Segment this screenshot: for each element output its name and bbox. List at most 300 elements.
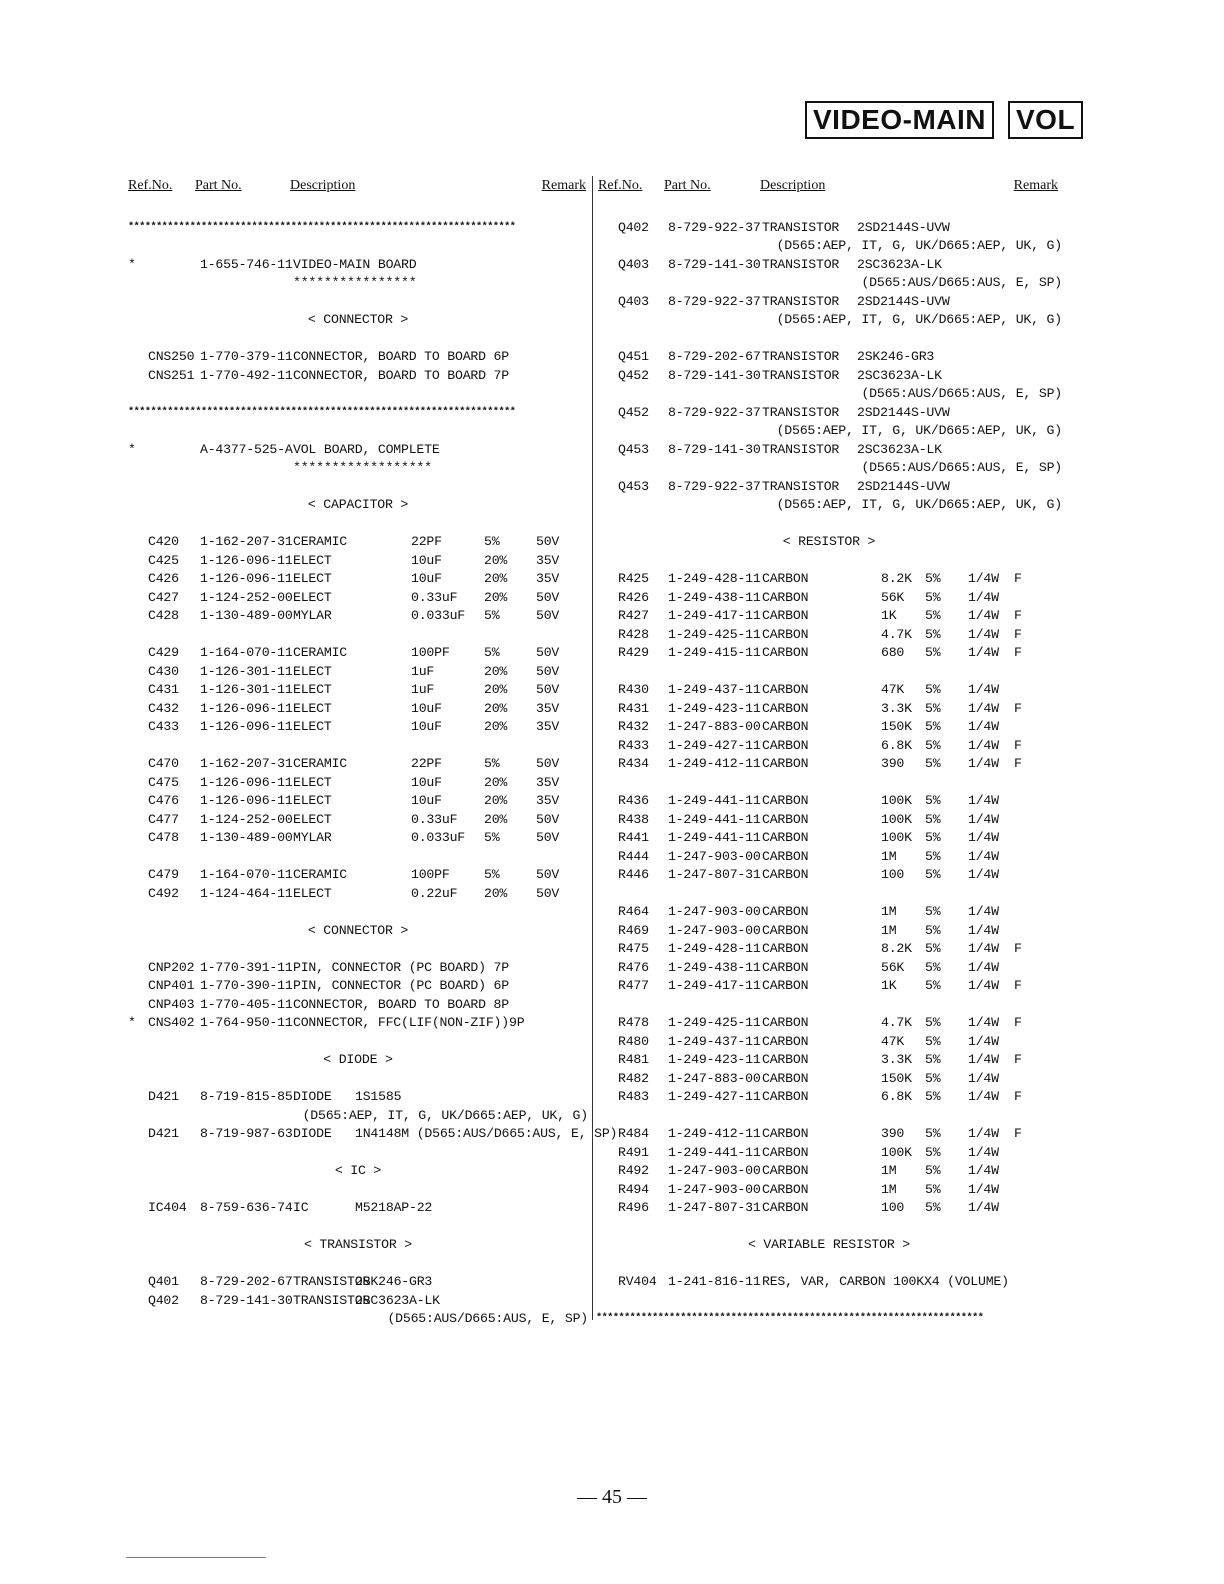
description: CERAMIC <box>293 534 347 549</box>
remark-text: (D565:AUS/D665:AUS, E, SP) <box>861 275 1062 290</box>
description: TRANSISTOR <box>762 367 840 383</box>
tolerance: 20% <box>484 571 508 586</box>
value: 10uF <box>411 700 442 716</box>
table-row <box>596 718 1062 737</box>
tolerance: 20% <box>484 811 508 827</box>
new-part-mark: * <box>128 441 136 457</box>
description: VIDEO-MAIN BOARD <box>293 256 417 272</box>
spacer <box>128 200 588 219</box>
ref-no: R431 <box>618 700 649 716</box>
ref-no: D421 <box>148 1126 179 1141</box>
ref-no: R494 <box>618 1181 649 1197</box>
table-row <box>596 607 1062 626</box>
tolerance: 5% <box>484 534 500 549</box>
tolerance: 20% <box>484 682 508 697</box>
part-no: 1-249-427-11 <box>668 737 761 753</box>
ref-no: C433 <box>148 719 179 734</box>
ref-no: R484 <box>618 1126 649 1141</box>
device-type: 2SC3623A-LK <box>857 441 942 457</box>
device-type: 2SK246-GR3 <box>355 1274 433 1289</box>
table-row <box>128 1014 588 1033</box>
part-no: 1-126-096-11 <box>200 700 293 716</box>
description: CARBON <box>762 589 809 605</box>
flag: F <box>1014 1089 1022 1104</box>
wattage: 1/4W <box>968 608 999 623</box>
ref-no: R434 <box>618 756 649 771</box>
table-row <box>128 774 588 793</box>
ref-no: Q403 <box>618 256 649 272</box>
table-row <box>128 589 588 608</box>
value: 3.3K <box>881 700 912 716</box>
device-type: 1S1585 <box>355 1089 402 1104</box>
wattage: 1/4W <box>968 1200 999 1215</box>
description: CARBON <box>762 682 809 697</box>
new-part-mark: * <box>128 1015 136 1030</box>
header-remark: Remark <box>1013 178 1058 193</box>
spacer <box>128 903 588 922</box>
device-type: 2SK246-GR3 <box>857 349 935 364</box>
tolerance: 5% <box>925 922 941 938</box>
wattage: 1/4W <box>968 922 999 938</box>
table-row <box>128 1273 588 1292</box>
description: CONNECTOR, BOARD TO BOARD 7P <box>293 367 509 383</box>
underline-stars: ****************** <box>293 460 432 475</box>
flag: F <box>1014 1126 1022 1141</box>
ref-no: C428 <box>148 608 179 623</box>
description: CARBON <box>762 1052 809 1067</box>
description: CARBON <box>762 867 809 882</box>
spacer <box>596 885 1062 904</box>
table-row <box>128 256 588 275</box>
table-row <box>128 644 588 663</box>
value: 1M <box>881 1181 897 1197</box>
spacer <box>128 515 588 534</box>
voltage: 50V <box>536 885 560 901</box>
tolerance: 5% <box>925 571 941 586</box>
table-row <box>128 441 588 460</box>
ref-no: Q453 <box>618 478 649 494</box>
table-row <box>128 959 588 978</box>
part-no: 1-770-390-11 <box>200 978 293 993</box>
description: CARBON <box>762 1181 809 1197</box>
ref-no: C431 <box>148 682 179 697</box>
spacer <box>596 552 1062 571</box>
ref-no: C420 <box>148 534 179 549</box>
description: ELECT <box>293 700 332 716</box>
ref-no: D421 <box>148 1089 179 1104</box>
value: 1uF <box>411 682 435 697</box>
wattage: 1/4W <box>968 719 999 734</box>
header-part-no: Part No. <box>664 178 711 193</box>
part-no: 1-247-883-00 <box>668 719 761 734</box>
tolerance: 5% <box>484 645 500 660</box>
description: CARBON <box>762 1163 809 1178</box>
value: 10uF <box>411 552 442 568</box>
description: IC <box>293 1200 309 1215</box>
value: 680 <box>881 645 905 660</box>
description: ELECT <box>293 571 332 586</box>
board-underline <box>128 459 588 478</box>
device-type: 2SD2144S-UVW <box>857 219 950 235</box>
part-no: 1-126-096-11 <box>200 793 293 808</box>
table-row <box>128 977 588 996</box>
part-no: 1-249-441-11 <box>668 793 761 808</box>
table-row <box>128 367 588 386</box>
description: TRANSISTOR <box>762 349 840 364</box>
part-no: 8-729-141-30 <box>668 256 761 272</box>
remark-note <box>596 496 1062 515</box>
spacer <box>596 1255 1062 1274</box>
table-row <box>596 1199 1062 1218</box>
description: CARBON <box>762 848 809 864</box>
table-row <box>596 1273 1062 1292</box>
tolerance: 5% <box>925 1033 941 1049</box>
ref-no: R475 <box>618 941 649 956</box>
tolerance: 20% <box>484 663 508 679</box>
description: CARBON <box>762 1144 809 1160</box>
value: 100K <box>881 793 912 808</box>
remark-note <box>596 311 1062 330</box>
ref-no: C477 <box>148 811 179 827</box>
spacer <box>128 626 588 645</box>
wattage: 1/4W <box>968 941 999 956</box>
part-no: 1-770-405-11 <box>200 996 293 1012</box>
value: 100K <box>881 811 912 827</box>
description: CONNECTOR, BOARD TO BOARD 8P <box>293 996 509 1012</box>
voltage: 35V <box>536 719 560 734</box>
ref-no: C430 <box>148 663 179 679</box>
part-no: 1-249-441-11 <box>668 830 761 845</box>
wattage: 1/4W <box>968 1070 999 1086</box>
tolerance: 5% <box>925 848 941 864</box>
separator-stars: ********************************************************************* <box>128 406 516 418</box>
ref-no: Q452 <box>618 404 649 420</box>
value: 8.2K <box>881 941 912 956</box>
device-type: 2SD2144S-UVW <box>857 404 950 420</box>
tolerance: 5% <box>925 682 941 697</box>
value: 56K <box>881 589 905 605</box>
header-ref-no: Ref.No. <box>128 178 173 193</box>
device-type: 2SC3623A-LK <box>355 1292 440 1308</box>
tolerance: 5% <box>925 608 941 623</box>
part-no: 1-249-441-11 <box>668 811 761 827</box>
part-no: 8-729-922-37 <box>668 404 761 420</box>
description: CARBON <box>762 830 809 845</box>
tolerance: 5% <box>925 978 941 993</box>
description: CARBON <box>762 626 809 642</box>
description: MYLAR <box>293 830 332 845</box>
part-no: 1-124-464-11 <box>200 885 293 901</box>
spacer <box>128 1181 588 1200</box>
description: CARBON <box>762 922 809 938</box>
new-part-mark: * <box>128 256 136 272</box>
ref-no: R446 <box>618 867 649 882</box>
value: 100PF <box>411 867 450 882</box>
part-no: 1-247-883-00 <box>668 1070 761 1086</box>
ref-no: C429 <box>148 645 179 660</box>
tolerance: 5% <box>484 756 500 771</box>
value: 100 <box>881 867 905 882</box>
tolerance: 5% <box>925 1015 941 1030</box>
table-row <box>128 1199 588 1218</box>
tolerance: 5% <box>925 830 941 845</box>
value: 47K <box>881 1033 905 1049</box>
part-no: 1-164-070-11 <box>200 645 293 660</box>
table-row <box>596 589 1062 608</box>
part-no: 1-130-489-00 <box>200 608 293 623</box>
description: CARBON <box>762 1015 809 1030</box>
remark-note <box>596 422 1062 441</box>
spacer <box>128 1218 588 1237</box>
wattage: 1/4W <box>968 978 999 993</box>
voltage: 50V <box>536 589 560 605</box>
table-row <box>596 441 1062 460</box>
spacer <box>596 330 1062 349</box>
table-row <box>128 348 588 367</box>
tolerance: 20% <box>484 589 508 605</box>
section-heading: < IC > <box>334 1163 382 1178</box>
ref-no: C425 <box>148 552 179 568</box>
value: 10uF <box>411 719 442 734</box>
table-row <box>128 663 588 682</box>
tolerance: 20% <box>484 793 508 808</box>
table-row <box>596 256 1062 275</box>
value: 0.33uF <box>411 589 458 605</box>
header-ref-no: Ref.No. <box>598 178 643 193</box>
tolerance: 5% <box>925 1144 941 1160</box>
part-no: 1-162-207-31 <box>200 756 293 771</box>
spacer <box>128 1033 588 1052</box>
description: ELECT <box>293 774 332 790</box>
device-type: 2SD2144S-UVW <box>857 293 950 309</box>
ref-no: C476 <box>148 793 179 808</box>
part-no: 1-249-425-11 <box>668 1015 761 1030</box>
voltage: 35V <box>536 552 560 568</box>
description: DIODE <box>293 1089 332 1104</box>
section-heading: < CAPACITOR > <box>307 497 409 512</box>
ref-no: IC404 <box>148 1200 187 1215</box>
description: CARBON <box>762 941 809 956</box>
description: ELECT <box>293 663 332 679</box>
value: 4.7K <box>881 1015 912 1030</box>
ref-no: CNP401 <box>148 978 195 993</box>
tolerance: 20% <box>484 552 508 568</box>
table-row <box>596 1088 1062 1107</box>
table-row <box>128 700 588 719</box>
column-header <box>596 178 1062 200</box>
part-no: 1-655-746-11 <box>200 256 293 272</box>
device-type: 2SC3623A-LK <box>857 367 942 383</box>
table-row <box>596 348 1062 367</box>
table-row <box>596 959 1062 978</box>
spacer <box>596 200 1062 219</box>
tolerance: 5% <box>925 811 941 827</box>
wattage: 1/4W <box>968 700 999 716</box>
part-no: 1-247-807-31 <box>668 1200 761 1215</box>
section-heading: < CONNECTOR > <box>307 922 409 938</box>
ref-no: CNS402 <box>148 1015 195 1030</box>
spacer <box>128 940 588 959</box>
ref-no: C479 <box>148 867 179 882</box>
part-no: 1-249-438-11 <box>668 589 761 605</box>
description: CARBON <box>762 1070 809 1086</box>
table-row <box>596 922 1062 941</box>
spacer <box>596 1107 1062 1126</box>
part-no: 1-247-903-00 <box>668 1181 761 1197</box>
table-row <box>596 1033 1062 1052</box>
part-no: 1-126-301-11 <box>200 663 293 679</box>
part-no: 1-249-425-11 <box>668 626 761 642</box>
part-no: 1-770-492-11 <box>200 367 293 383</box>
part-no: 1-247-903-00 <box>668 848 761 864</box>
part-no: 1-249-415-11 <box>668 645 761 660</box>
table-row <box>128 681 588 700</box>
ref-no: C427 <box>148 589 179 605</box>
value: 1M <box>881 904 897 919</box>
part-no: 1-126-096-11 <box>200 552 293 568</box>
part-no: 1-249-437-11 <box>668 1033 761 1049</box>
ref-no: C426 <box>148 571 179 586</box>
table-row <box>596 1125 1062 1144</box>
table-row <box>128 1125 618 1144</box>
ref-no: C475 <box>148 774 179 790</box>
description: ELECT <box>293 885 332 901</box>
table-row <box>128 533 588 552</box>
tolerance: 5% <box>484 608 500 623</box>
wattage: 1/4W <box>968 1033 999 1049</box>
table-row <box>596 792 1062 811</box>
value: 10uF <box>411 571 442 586</box>
remark-text: (D565:AEP, IT, G, UK/D665:AEP, UK, G) <box>776 238 1062 253</box>
remark-text: (D565:AEP, IT, G, UK/D665:AEP, UK, G) <box>776 312 1062 327</box>
part-no: 8-759-636-74 <box>200 1200 293 1215</box>
part-no: 1-247-903-00 <box>668 904 761 919</box>
voltage: 35V <box>536 774 560 790</box>
spacer <box>128 478 588 497</box>
wattage: 1/4W <box>968 1126 999 1141</box>
ref-no: R477 <box>618 978 649 993</box>
spacer <box>128 422 588 441</box>
tolerance: 5% <box>925 719 941 734</box>
description: ELECT <box>293 682 332 697</box>
ref-no: Q451 <box>618 349 649 364</box>
wattage: 1/4W <box>968 1052 999 1067</box>
wattage: 1/4W <box>968 589 999 605</box>
table-row <box>128 811 588 830</box>
board-underline <box>128 274 588 293</box>
spacer <box>128 848 588 867</box>
part-no: A-4377-525-A <box>200 441 293 457</box>
description: DIODE <box>293 1126 332 1141</box>
value: 47K <box>881 682 905 697</box>
description: CARBON <box>762 1089 809 1104</box>
tolerance: 20% <box>484 885 508 901</box>
wattage: 1/4W <box>968 1144 999 1160</box>
device-type: 2SC3623A-LK <box>857 256 942 272</box>
decorative-rule <box>126 1557 266 1558</box>
separator-stars: ********************************************************************* <box>128 221 516 233</box>
part-no: 1-164-070-11 <box>200 867 293 882</box>
voltage: 50V <box>536 811 560 827</box>
part-no: 1-249-417-11 <box>668 608 761 623</box>
table-row <box>596 977 1062 996</box>
value: 1M <box>881 922 897 938</box>
part-no: 8-729-141-30 <box>668 441 761 457</box>
wattage: 1/4W <box>968 756 999 771</box>
table-row <box>596 866 1062 885</box>
table-row <box>128 885 588 904</box>
wattage: 1/4W <box>968 737 999 753</box>
part-no: 1-249-417-11 <box>668 978 761 993</box>
part-no: 1-249-428-11 <box>668 941 761 956</box>
tolerance: 5% <box>925 941 941 956</box>
value: 1K <box>881 608 897 623</box>
description: CARBON <box>762 959 809 975</box>
spacer <box>128 293 588 312</box>
remark-text: (D565:AEP, IT, G, UK/D665:AEP, UK, G) <box>776 497 1062 512</box>
description: ELECT <box>293 552 332 568</box>
ref-no: Q401 <box>148 1274 179 1289</box>
tolerance: 5% <box>925 1052 941 1067</box>
part-no: 1-126-301-11 <box>200 682 293 697</box>
spacer <box>128 385 588 404</box>
ref-no: R428 <box>618 626 649 642</box>
table-row <box>128 552 588 571</box>
part-no: 1-249-412-11 <box>668 1126 761 1141</box>
spacer <box>128 237 588 256</box>
ref-no: R482 <box>618 1070 649 1086</box>
description: TRANSISTOR <box>762 293 840 309</box>
part-no: 1-247-807-31 <box>668 867 761 882</box>
part-no: 1-249-437-11 <box>668 682 761 697</box>
description: PIN, CONNECTOR (PC BOARD) 7P <box>293 959 509 975</box>
table-row <box>596 293 1062 312</box>
table-row <box>596 404 1062 423</box>
tolerance: 5% <box>925 1089 941 1104</box>
section-heading: < CONNECTOR > <box>307 312 409 327</box>
description: CARBON <box>762 645 809 660</box>
description: VOL BOARD, COMPLETE <box>293 441 440 457</box>
tolerance: 5% <box>925 645 941 660</box>
description: ELECT <box>293 793 332 808</box>
description: CARBON <box>762 700 809 716</box>
tolerance: 5% <box>925 756 941 771</box>
part-no: 8-729-922-37 <box>668 293 761 309</box>
parts-list-right-body <box>596 200 1062 1329</box>
description: TRANSISTOR <box>762 478 840 494</box>
spacer <box>128 737 588 756</box>
description: CARBON <box>762 1126 809 1141</box>
remark-text: (D565:AUS/D665:AUS, E, SP) <box>387 1311 588 1326</box>
flag: F <box>1014 571 1022 586</box>
tolerance: 5% <box>925 1070 941 1086</box>
table-row <box>128 718 588 737</box>
description: CARBON <box>762 978 809 993</box>
table-row <box>128 866 588 885</box>
flag: F <box>1014 1052 1022 1067</box>
ref-no: CNP403 <box>148 996 195 1012</box>
header-part-no: Part No. <box>195 178 242 193</box>
flag: F <box>1014 645 1022 660</box>
part-no: 1-126-096-11 <box>200 719 293 734</box>
description: CARBON <box>762 719 809 734</box>
tolerance: 20% <box>484 774 508 790</box>
remark-text: (D565:AUS/D665:AUS, E, SP) <box>861 460 1062 475</box>
flag: F <box>1014 978 1022 993</box>
voltage: 50V <box>536 756 560 771</box>
tolerance: 5% <box>925 626 941 642</box>
table-row <box>128 1088 588 1107</box>
